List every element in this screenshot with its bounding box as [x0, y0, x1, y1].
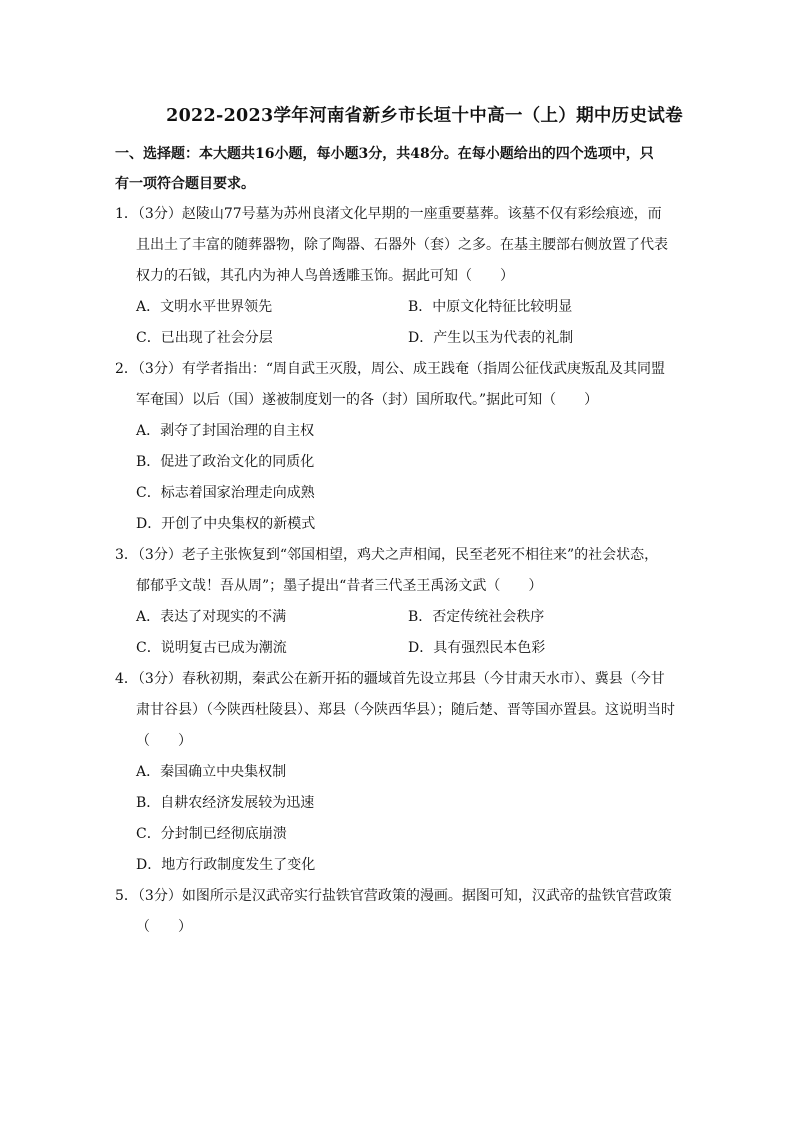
- question-3-line-2: 郁郁乎文哉！吾从周”；墨子提出“昔者三代圣王禹汤文武（ ）: [136, 578, 543, 594]
- option-row: [136, 447, 734, 478]
- option-row: [136, 323, 734, 354]
- question-1-line-2: 且出土了丰富的随葬器物，除了陶器、石器外（套）之多。在基主腰部右侧放置了代表: [136, 237, 668, 253]
- question-2-line-2: 军奄国）以后（国）遂被制度划一的各（封）国所取代。”据此可知（ ）: [136, 392, 599, 408]
- section-header: [115, 139, 734, 199]
- question-5-line-2: （ ）: [136, 919, 192, 935]
- option-c: C．标志着国家治理走向成熟: [136, 485, 315, 501]
- option-a: A．剥夺了封国治理的自主权: [136, 423, 315, 439]
- option-a: A．文明水平世界领先: [136, 299, 273, 315]
- option-c: C．分封制已经彻底崩溃: [136, 826, 287, 842]
- option-row: [136, 819, 734, 850]
- question-3-line-1: 3．（3分）老子主张恢复到“邻国相望，鸡犬之声相闻，民至老死不相往来”的社会状态，: [115, 547, 659, 563]
- question-2-options: [136, 416, 734, 540]
- option-c: C．已出现了社会分层: [136, 330, 273, 346]
- question-4-line-3: （ ）: [136, 733, 192, 749]
- question-2-line-1: 2．（3分）有学者指出：“周自武王灭殷，周公、成王践奄（指周公征伐武庚叛乱及其同盟: [115, 361, 665, 377]
- option-a: A．秦国确立中央集权制: [136, 764, 287, 780]
- question-4-options: [136, 757, 734, 881]
- option-row: [136, 292, 734, 323]
- question-4: [115, 664, 734, 881]
- question-5: [115, 881, 734, 943]
- section-header-line-1: 一、选择题：本大题共16小题，每小题3分，共48分。在每小题给出的四个选项中，只: [115, 146, 654, 162]
- question-4-line-1: 4．（3分）春秋初期，秦武公在新开拓的疆域首先设立邦县（今甘肃天水市）、冀县（今甘: [115, 671, 665, 687]
- question-3: [115, 540, 734, 664]
- option-row: [136, 850, 734, 881]
- option-row: [136, 788, 734, 819]
- option-d: D．开创了中央集权的新模式: [136, 516, 316, 532]
- option-d: D．产生以玉为代表的礼制: [408, 330, 574, 346]
- question-1-line-1: 1．（3分）赵陵山77号墓为苏州良渚文化早期的一座重要墓葬。该墓不仅有彩绘痕迹，而: [115, 206, 662, 222]
- option-d: D．地方行政制度发生了变化: [136, 857, 316, 873]
- option-row: [136, 757, 734, 788]
- question-3-options: [136, 602, 734, 664]
- option-c: C．说明复古已成为潮流: [136, 640, 287, 656]
- option-row: [136, 478, 734, 509]
- question-2: [115, 354, 734, 540]
- question-1: [115, 199, 734, 354]
- section-header-line-2: 有一项符合题目要求。: [115, 176, 255, 192]
- option-row: [136, 509, 734, 540]
- option-row: [136, 633, 734, 664]
- option-b: B．否定传统社会秩序: [408, 609, 545, 625]
- option-b: B．中原文化特征比较明显: [408, 299, 573, 315]
- question-5-line-1: 5．（3分）如图所示是汉武帝实行盐铁官营政策的漫画。据图可知，汉武帝的盐铁官营政策: [115, 888, 672, 904]
- question-1-options: [136, 292, 734, 354]
- option-row: [136, 416, 734, 447]
- option-a: A．表达了对现实的不满: [136, 609, 287, 625]
- option-b: B．自耕农经济发展较为迅速: [136, 795, 315, 811]
- question-4-line-2: 肃甘谷县）（今陕西杜陵县）、郑县（今陕西华县）；随后楚、晋等国亦置县。这说明当时: [136, 702, 675, 718]
- option-b: B．促进了政治文化的同质化: [136, 454, 315, 470]
- exam-title: 2022-2023学年河南省新乡市长垣十中高一（上）期中历史试卷: [166, 106, 683, 126]
- option-d: D．具有强烈民本色彩: [408, 640, 546, 656]
- option-row: [136, 602, 734, 633]
- question-1-line-3: 权力的石钺，其孔内为神人鸟兽透雕玉饰。据此可知（ ）: [136, 268, 514, 284]
